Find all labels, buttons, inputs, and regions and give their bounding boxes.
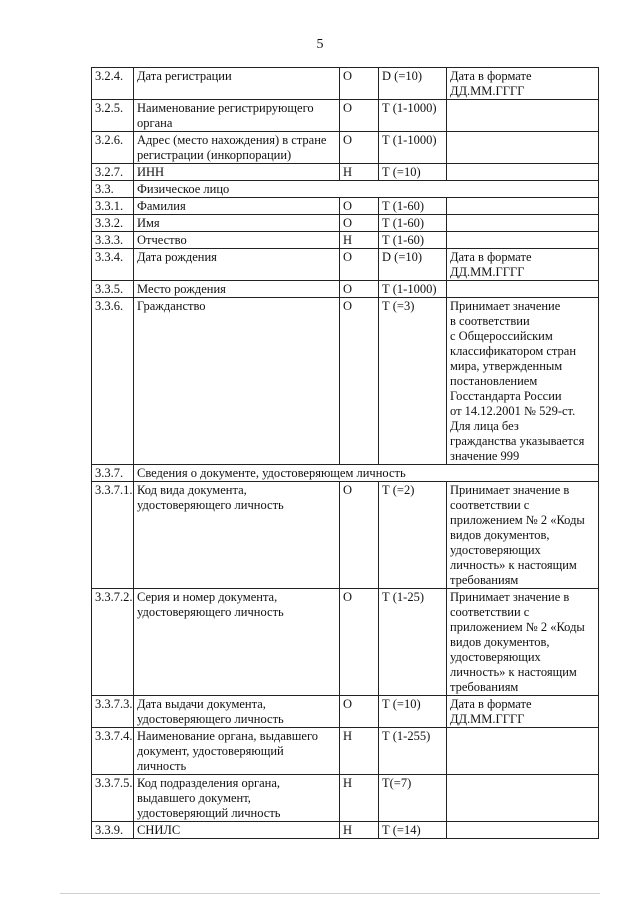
section-row [92, 181, 599, 198]
field-format-cell: Т (=14) [379, 822, 447, 839]
table-row [92, 164, 599, 181]
table-row [92, 100, 599, 132]
section-title-cell: Физическое лицо [134, 181, 599, 198]
table-row [92, 822, 599, 839]
row-number-cell: 3.3.3. [92, 232, 134, 249]
table-row [92, 232, 599, 249]
field-format-cell: Т (1-60) [379, 232, 447, 249]
field-note-cell [447, 775, 599, 822]
field-format-cell: Т (1-60) [379, 198, 447, 215]
field-format-cell: Т (1-255) [379, 728, 447, 775]
required-flag-cell: О [340, 482, 379, 589]
requirements-table [91, 67, 599, 839]
field-format-cell: Т (1-1000) [379, 281, 447, 298]
row-number-cell: 3.2.6. [92, 132, 134, 164]
page-number: 5 [316, 37, 324, 52]
field-name-cell: Адрес (место нахождения) в стране регистрации (инкорпорации) [134, 132, 340, 164]
field-note-cell: Дата в формате ДД.ММ.ГГГГ [447, 249, 599, 281]
required-flag-cell: О [340, 68, 379, 100]
row-number-cell: 3.3.2. [92, 215, 134, 232]
field-name-cell: СНИЛС [134, 822, 340, 839]
required-flag-cell: О [340, 589, 379, 696]
field-name-cell: Наименование регистрирующего органа [134, 100, 340, 132]
field-note-cell [447, 132, 599, 164]
required-flag-cell: Н [340, 164, 379, 181]
page-bottom-rule [60, 893, 600, 894]
row-number-cell: 3.3.7.3. [92, 696, 134, 728]
table-row [92, 482, 599, 589]
row-number-cell: 3.3.1. [92, 198, 134, 215]
row-number-cell: 3.3.7.2. [92, 589, 134, 696]
table-row [92, 132, 599, 164]
row-number-cell: 3.3.6. [92, 298, 134, 465]
field-name-cell: Дата рождения [134, 249, 340, 281]
required-flag-cell: О [340, 198, 379, 215]
required-flag-cell: О [340, 298, 379, 465]
row-number-cell: 3.2.5. [92, 100, 134, 132]
row-number-cell: 3.2.4. [92, 68, 134, 100]
field-note-cell: Дата в формате ДД.ММ.ГГГГ [447, 696, 599, 728]
table-row [92, 696, 599, 728]
row-number-cell: 3.3.7.4. [92, 728, 134, 775]
requirements-table-body [92, 68, 599, 839]
field-note-cell: Дата в формате ДД.ММ.ГГГГ [447, 68, 599, 100]
field-format-cell: D (=10) [379, 68, 447, 100]
required-flag-cell: Н [340, 232, 379, 249]
table-row [92, 775, 599, 822]
field-note-cell [447, 281, 599, 298]
field-format-cell: Т (1-1000) [379, 100, 447, 132]
field-format-cell: Т (=10) [379, 696, 447, 728]
row-number-cell: 3.3.7. [92, 465, 134, 482]
field-note-cell [447, 215, 599, 232]
row-number-cell: 3.2.7. [92, 164, 134, 181]
required-flag-cell: Н [340, 728, 379, 775]
table-row [92, 728, 599, 775]
table-row [92, 281, 599, 298]
field-note-cell [447, 164, 599, 181]
table-row [92, 198, 599, 215]
field-name-cell: ИНН [134, 164, 340, 181]
required-flag-cell: О [340, 132, 379, 164]
row-number-cell: 3.3.4. [92, 249, 134, 281]
required-flag-cell: О [340, 100, 379, 132]
field-name-cell: Фамилия [134, 198, 340, 215]
field-format-cell: Т (1-25) [379, 589, 447, 696]
field-format-cell: Т (=10) [379, 164, 447, 181]
field-name-cell: Серия и номер документа, удостоверяющего личность [134, 589, 340, 696]
required-flag-cell: О [340, 696, 379, 728]
required-flag-cell: О [340, 281, 379, 298]
table-row [92, 68, 599, 100]
row-number-cell: 3.3. [92, 181, 134, 198]
required-flag-cell: Н [340, 775, 379, 822]
row-number-cell: 3.3.5. [92, 281, 134, 298]
field-name-cell: Имя [134, 215, 340, 232]
field-name-cell: Наименование органа, выдавшего документ, удостоверяющий личность [134, 728, 340, 775]
field-note-cell: Принимает значение в соответствии с приложением № 2 «Коды видов документов, удостоверяющих личность» к настоящим требованиям [447, 482, 599, 589]
field-name-cell: Отчество [134, 232, 340, 249]
field-format-cell: Т (1-60) [379, 215, 447, 232]
field-name-cell: Дата регистрации [134, 68, 340, 100]
table-row [92, 249, 599, 281]
required-flag-cell: О [340, 215, 379, 232]
row-number-cell: 3.3.9. [92, 822, 134, 839]
field-format-cell: Т(=7) [379, 775, 447, 822]
field-note-cell: Принимает значение в соответствии с приложением № 2 «Коды видов документов, удостоверяющих личность» к настоящим требованиям [447, 589, 599, 696]
field-format-cell: Т (1-1000) [379, 132, 447, 164]
field-name-cell: Код подразделения органа, выдавшего документ, удостоверяющий личность [134, 775, 340, 822]
section-row [92, 465, 599, 482]
field-name-cell: Дата выдачи документа, удостоверяющего личность [134, 696, 340, 728]
field-note-cell [447, 728, 599, 775]
field-note-cell [447, 100, 599, 132]
row-number-cell: 3.3.7.1. [92, 482, 134, 589]
field-note-cell [447, 232, 599, 249]
field-note-cell: Принимает значение в соответствии с Общероссийским классификатором стран мира, утвержденным постановлением Госстандарта России от 14.12.2001 № 529-ст. Для лица без гражданства указывается значение 999 [447, 298, 599, 465]
row-number-cell: 3.3.7.5. [92, 775, 134, 822]
field-format-cell: Т (=2) [379, 482, 447, 589]
table-row [92, 589, 599, 696]
section-title-cell: Сведения о документе, удостоверяющем личность [134, 465, 599, 482]
required-flag-cell: Н [340, 822, 379, 839]
field-note-cell [447, 198, 599, 215]
field-format-cell: D (=10) [379, 249, 447, 281]
required-flag-cell: О [340, 249, 379, 281]
field-format-cell: Т (=3) [379, 298, 447, 465]
field-note-cell [447, 822, 599, 839]
table-row [92, 215, 599, 232]
field-name-cell: Код вида документа, удостоверяющего личность [134, 482, 340, 589]
table-row [92, 298, 599, 465]
field-name-cell: Место рождения [134, 281, 340, 298]
field-name-cell: Гражданство [134, 298, 340, 465]
